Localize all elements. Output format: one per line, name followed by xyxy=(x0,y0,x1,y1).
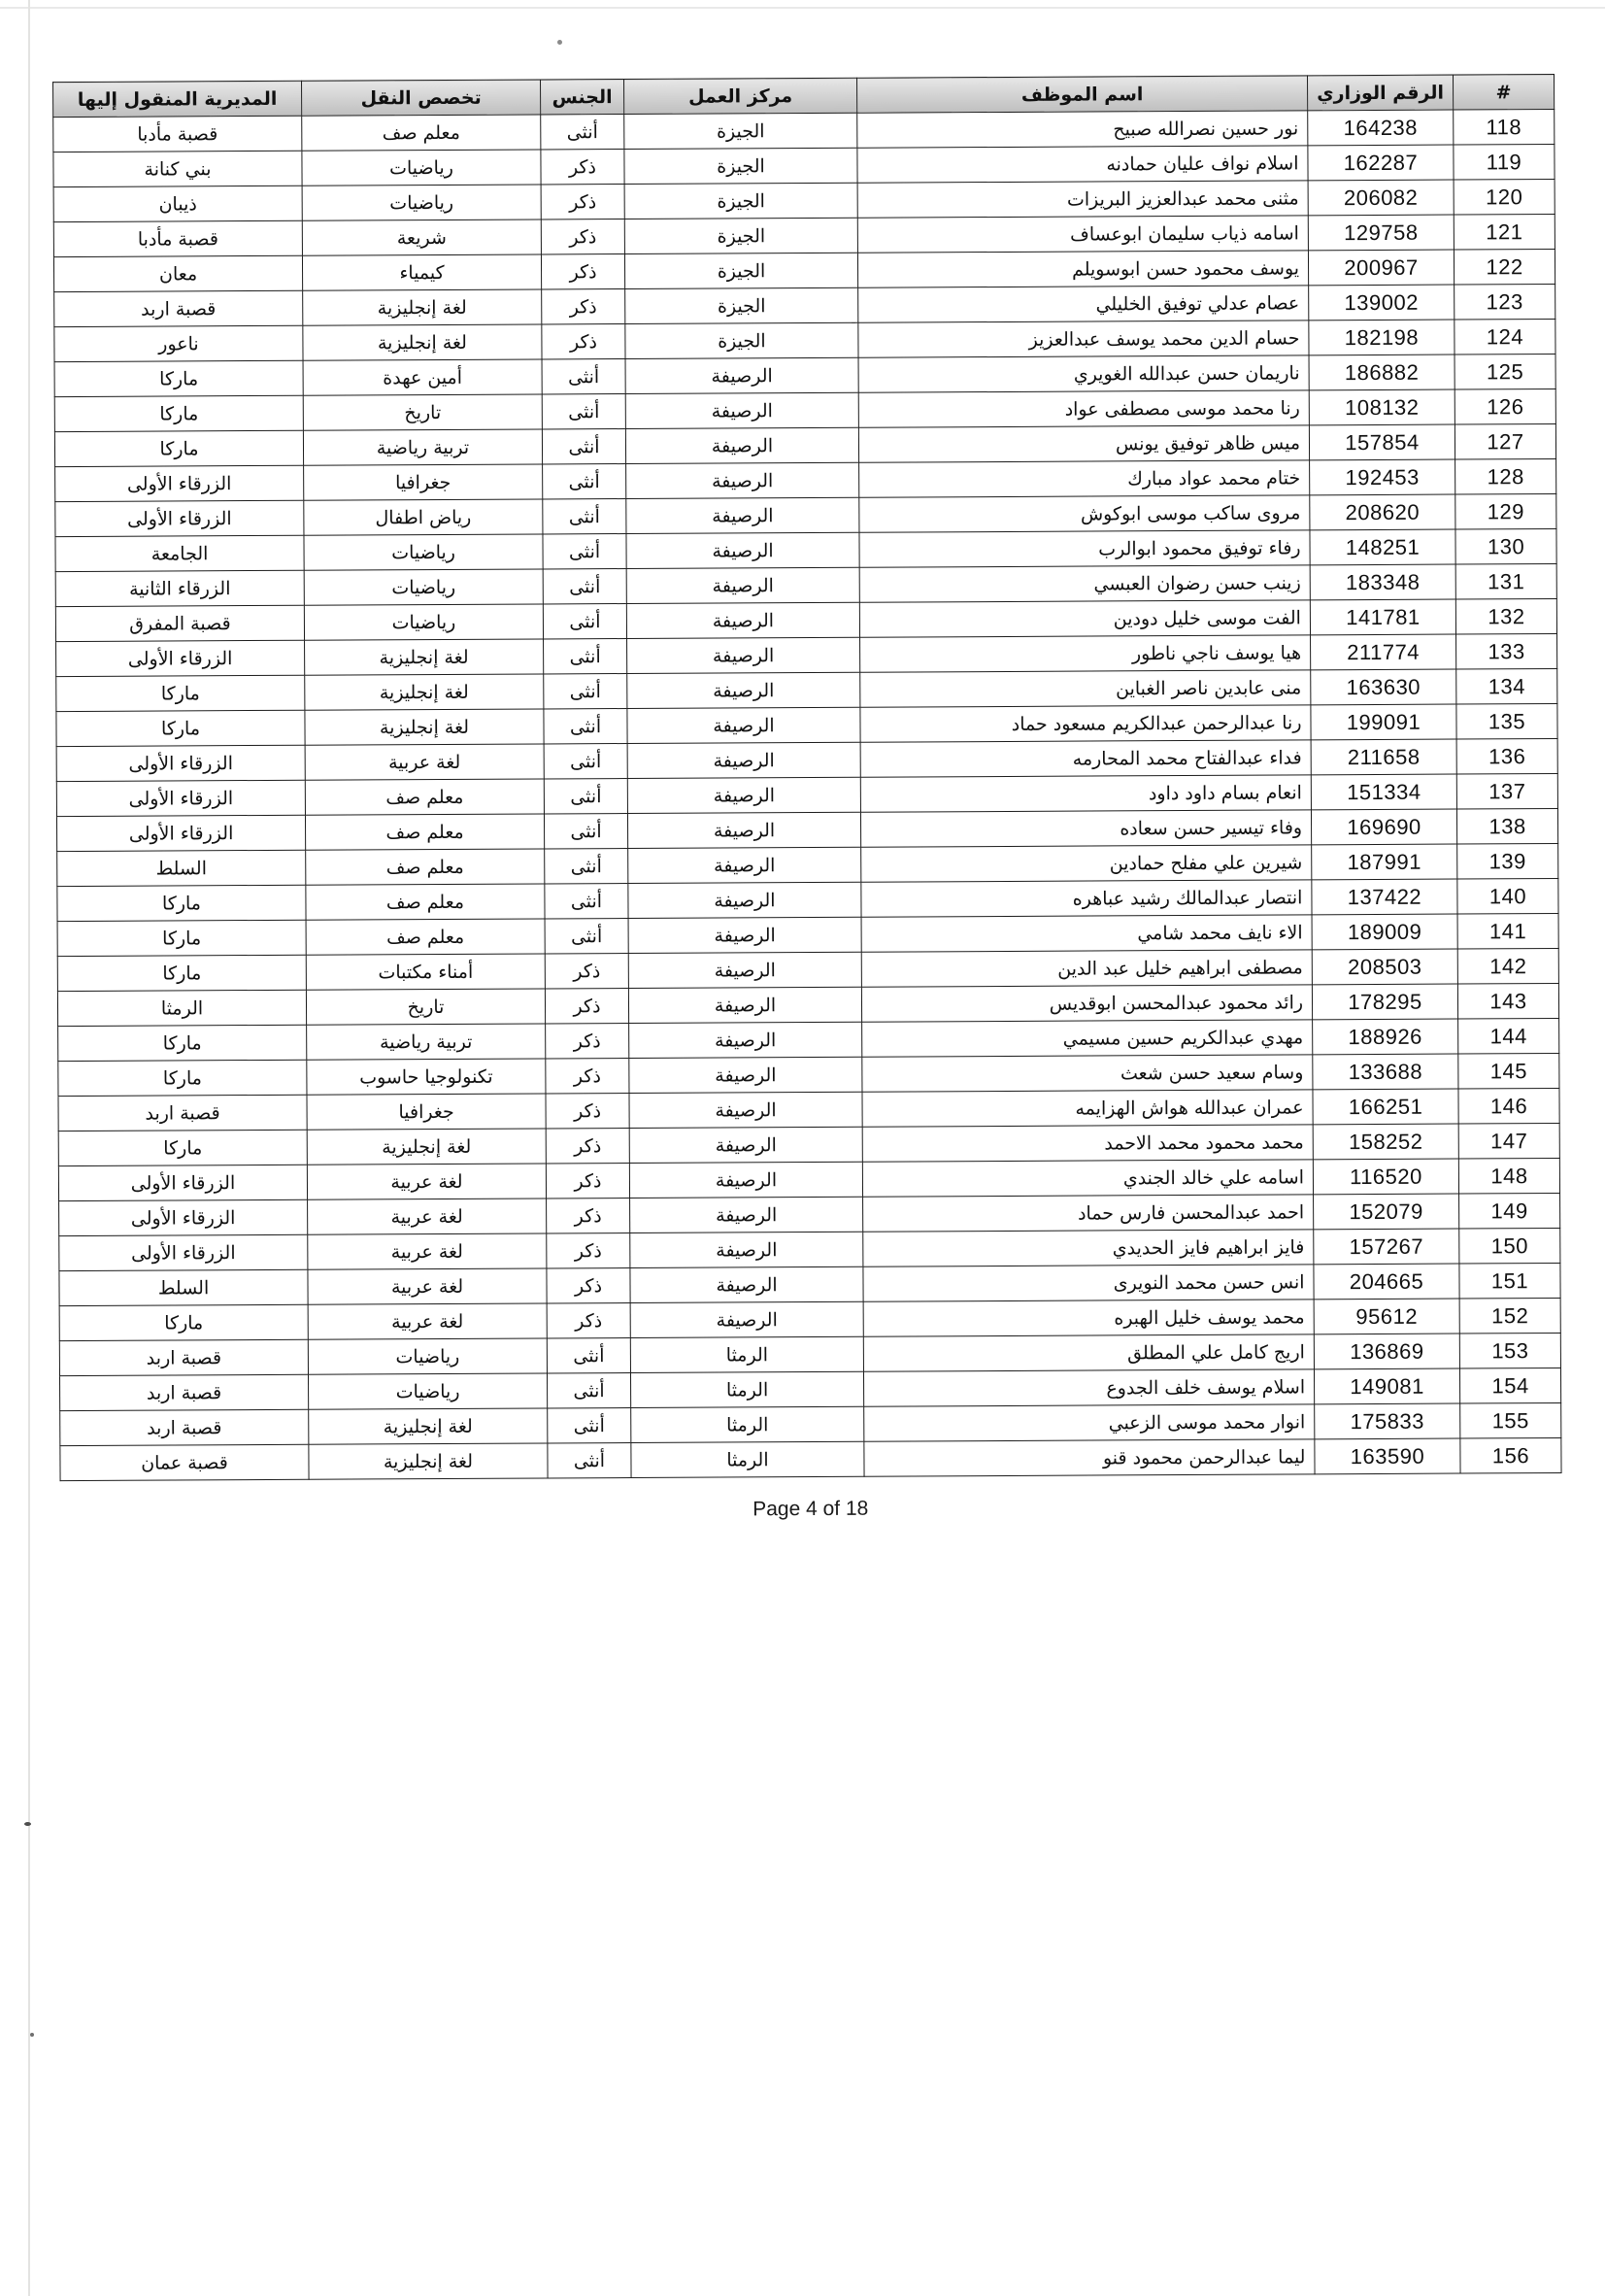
cell-directorate: ماركا xyxy=(58,1060,307,1096)
cell-directorate: قصبة مأدبا xyxy=(53,116,302,152)
cell-number: 126 xyxy=(1455,388,1555,424)
cell-gender: أنثى xyxy=(548,1442,631,1477)
cell-specialty: رياضيات xyxy=(308,1373,547,1409)
cell-specialty: أمناء مكتبات xyxy=(306,954,545,990)
cell-specialty: لغة إنجليزية xyxy=(307,1129,546,1165)
cell-directorate: ماركا xyxy=(58,1025,307,1061)
cell-gender: أنثى xyxy=(543,499,626,534)
cell-employee-name: انس حسن محمد النويرى xyxy=(863,1265,1314,1301)
cell-directorate: ماركا xyxy=(57,885,306,921)
cell-number: 141 xyxy=(1457,913,1558,949)
cell-number: 150 xyxy=(1459,1228,1560,1264)
cell-gender: أنثى xyxy=(547,1338,630,1373)
cell-number: 143 xyxy=(1457,983,1558,1019)
cell-work-center: الرصيفة xyxy=(627,742,860,778)
cell-gender: أنثى xyxy=(544,709,627,744)
cell-gender: أنثى xyxy=(545,849,628,884)
cell-specialty: جغرافيا xyxy=(304,464,543,500)
cell-number: 138 xyxy=(1456,808,1557,844)
cell-number: 154 xyxy=(1459,1367,1560,1403)
cell-ministry-id: 137422 xyxy=(1312,879,1457,915)
cell-number: 136 xyxy=(1456,738,1557,774)
cell-ministry-id: 189009 xyxy=(1312,914,1457,950)
cell-work-center: الرصيفة xyxy=(627,637,860,673)
cell-employee-name: نور حسين نصرالله صبيح xyxy=(857,111,1308,148)
cell-work-center: الرمثا xyxy=(631,1406,864,1442)
cell-ministry-id: 157267 xyxy=(1314,1229,1459,1265)
cell-directorate: قصبة اربد xyxy=(59,1374,308,1410)
cell-specialty: معلم صف xyxy=(305,779,544,815)
cell-gender: ذكر xyxy=(546,1024,629,1059)
cell-work-center: الرصيفة xyxy=(627,707,860,743)
cell-employee-name: زينب حسن رضوان العبسي xyxy=(859,565,1310,602)
cell-employee-name: انعام بسام داود داود xyxy=(860,775,1311,812)
cell-gender: ذكر xyxy=(542,324,625,359)
document-content xyxy=(52,74,1562,1525)
cell-gender: أنثى xyxy=(542,359,625,394)
cell-directorate: ماركا xyxy=(56,675,305,711)
cell-work-center: الرمثا xyxy=(630,1336,863,1372)
cell-number: 152 xyxy=(1459,1298,1560,1334)
cell-specialty: معلم صف xyxy=(305,814,544,850)
cell-number: 147 xyxy=(1458,1123,1559,1159)
cell-specialty: رياضيات xyxy=(304,534,543,570)
cell-employee-name: انوار محمد موسى الزعبي xyxy=(864,1404,1315,1441)
cell-ministry-id: 208620 xyxy=(1310,494,1455,530)
cell-ministry-id: 163630 xyxy=(1311,669,1456,705)
cell-number: 132 xyxy=(1455,598,1556,634)
cell-number: 135 xyxy=(1456,703,1557,739)
cell-gender: أنثى xyxy=(543,569,626,604)
cell-employee-name: شيرين علي مفلح حمادين xyxy=(861,845,1312,882)
cell-specialty: لغة عربية xyxy=(308,1199,547,1234)
cell-work-center: الرصيفة xyxy=(627,777,860,813)
cell-gender: أنثى xyxy=(545,884,628,919)
cell-number: 142 xyxy=(1457,948,1558,984)
cell-work-center: الرصيفة xyxy=(629,1162,862,1198)
cell-specialty: تاريخ xyxy=(306,989,545,1025)
cell-gender: أنثى xyxy=(543,464,626,499)
cell-employee-name: رنا محمد موسى مصطفى عواد xyxy=(858,390,1309,427)
cell-number: 125 xyxy=(1455,354,1555,389)
cell-ministry-id: 211658 xyxy=(1311,739,1456,775)
cell-specialty: رياضيات xyxy=(308,1338,547,1374)
cell-employee-name: احمد عبدالمحسن فارس حماد xyxy=(863,1195,1314,1232)
cell-number: 121 xyxy=(1454,215,1555,251)
cell-gender: ذكر xyxy=(541,219,624,254)
cell-ministry-id: 152079 xyxy=(1314,1194,1459,1230)
cell-ministry-id: 129758 xyxy=(1308,215,1454,251)
cell-gender: ذكر xyxy=(545,954,628,989)
cell-employee-name: اريج كامل علي المطلق xyxy=(863,1334,1314,1371)
table-body xyxy=(53,110,1561,1481)
cell-ministry-id: 163590 xyxy=(1315,1438,1460,1474)
cell-employee-name: ناريمان حسن عبدالله الغويري xyxy=(858,355,1309,392)
cell-directorate: الزرقاء الأولى xyxy=(59,1199,308,1235)
header-transfer-specialty: تخصص النقل xyxy=(302,80,541,116)
cell-employee-name: عمران عبدالله هواش الهزايمه xyxy=(862,1090,1313,1127)
cell-specialty: رياضيات xyxy=(302,185,541,220)
cell-work-center: الرصيفة xyxy=(629,1057,862,1093)
cell-work-center: الجيزة xyxy=(624,113,857,149)
cell-work-center: الرصيفة xyxy=(628,987,861,1023)
cell-work-center: الرصيفة xyxy=(626,567,859,603)
cell-work-center: الرمثا xyxy=(631,1441,864,1477)
cell-specialty: لغة عربية xyxy=(308,1303,547,1339)
cell-employee-name: محمد محمود محمد الاحمد xyxy=(862,1125,1313,1162)
cell-directorate: ماركا xyxy=(54,360,303,396)
cell-employee-name: محمد يوسف خليل الهبره xyxy=(863,1300,1314,1336)
cell-directorate: الزرقاء الثانية xyxy=(55,570,304,606)
cell-ministry-id: 178295 xyxy=(1312,984,1457,1020)
cell-specialty: جغرافيا xyxy=(307,1094,546,1130)
cell-gender: أنثى xyxy=(543,604,626,639)
cell-directorate: قصبة اربد xyxy=(58,1095,307,1131)
cell-gender: ذكر xyxy=(546,1164,629,1199)
cell-directorate: ماركا xyxy=(59,1304,308,1340)
cell-directorate: الرمثا xyxy=(57,990,306,1026)
cell-employee-name: فداء عبدالفتاح محمد المحارمه xyxy=(860,740,1311,777)
cell-specialty: كيمياء xyxy=(302,254,541,290)
cell-work-center: الرصيفة xyxy=(630,1301,863,1337)
cell-work-center: الرصيفة xyxy=(630,1197,863,1232)
cell-employee-name: ميس ظاهر توفيق يونس xyxy=(858,425,1309,462)
cell-gender: أنثى xyxy=(544,639,627,674)
cell-directorate: ماركا xyxy=(56,710,305,746)
cell-employee-name: اسلام نواف عليان حمادنه xyxy=(857,146,1308,183)
cell-number: 127 xyxy=(1455,423,1555,459)
cell-specialty: لغة إنجليزية xyxy=(303,289,542,325)
cell-gender: أنثى xyxy=(544,779,627,814)
cell-gender: ذكر xyxy=(541,254,624,289)
cell-ministry-id: 133688 xyxy=(1313,1054,1458,1090)
cell-ministry-id: 169690 xyxy=(1311,809,1456,845)
cell-specialty: لغة إنجليزية xyxy=(305,639,544,675)
cell-work-center: الرصيفة xyxy=(629,1092,862,1128)
scan-speck xyxy=(30,2033,34,2037)
cell-work-center: الرصيفة xyxy=(626,497,859,533)
cell-ministry-id: 182198 xyxy=(1309,320,1455,355)
cell-ministry-id: 188926 xyxy=(1313,1019,1458,1055)
cell-number: 120 xyxy=(1454,180,1555,216)
cell-specialty: لغة إنجليزية xyxy=(303,324,542,360)
cell-number: 134 xyxy=(1456,668,1557,704)
cell-directorate: الجامعة xyxy=(55,535,304,571)
cell-directorate: الزرقاء الأولى xyxy=(58,1165,307,1200)
cell-gender: أنثى xyxy=(542,429,625,464)
header-number: # xyxy=(1454,75,1555,111)
cell-ministry-id: 158252 xyxy=(1313,1124,1458,1160)
cell-gender: ذكر xyxy=(547,1303,630,1338)
cell-work-center: الرصيفة xyxy=(626,602,859,638)
cell-gender: أنثى xyxy=(544,744,627,779)
cell-number: 146 xyxy=(1458,1088,1559,1124)
cell-specialty: معلم صف xyxy=(306,919,545,955)
cell-employee-name: مصطفى ابراهيم خليل عبد الدين xyxy=(861,950,1312,987)
cell-employee-name: رائد محمود عبدالمحسن ابوقديس xyxy=(861,985,1312,1022)
cell-gender: أنثى xyxy=(545,919,628,954)
cell-work-center: الجيزة xyxy=(624,183,857,219)
cell-work-center: الجيزة xyxy=(624,148,857,184)
scan-speck xyxy=(557,40,562,45)
cell-number: 145 xyxy=(1458,1053,1559,1089)
cell-ministry-id: 199091 xyxy=(1311,704,1456,740)
cell-employee-name: فايز ابراهيم فايز الحديدي xyxy=(863,1230,1314,1266)
cell-directorate: ماركا xyxy=(57,955,306,991)
cell-employee-name: الاء نايف محمد شامي xyxy=(861,915,1312,952)
cell-gender: ذكر xyxy=(541,150,624,185)
cell-ministry-id: 206082 xyxy=(1308,180,1454,216)
cell-directorate: معان xyxy=(53,255,302,291)
cell-number: 144 xyxy=(1458,1018,1559,1054)
cell-gender: أنثى xyxy=(542,394,625,429)
cell-specialty: رياضيات xyxy=(302,150,541,186)
header-gender: الجنس xyxy=(541,80,624,115)
cell-specialty: رياض اطفال xyxy=(304,499,543,535)
cell-specialty: معلم صف xyxy=(306,884,545,920)
cell-directorate: السلط xyxy=(57,850,306,886)
cell-work-center: الرصيفة xyxy=(627,672,860,708)
cell-employee-name: مثنى محمد عبدالعزيز البريزات xyxy=(857,181,1308,218)
cell-directorate: الزرقاء الأولى xyxy=(59,1234,308,1270)
cell-specialty: لغة عربية xyxy=(308,1233,547,1269)
cell-directorate: الزرقاء الأولى xyxy=(56,745,305,781)
cell-directorate: قصبة اربد xyxy=(60,1409,309,1445)
cell-gender: أنثى xyxy=(548,1407,631,1442)
cell-work-center: الرصيفة xyxy=(626,532,859,568)
cell-employee-name: انتصار عبدالمالك رشيد عباهره xyxy=(861,880,1312,917)
cell-employee-name: يوسف محمود حسن ابوسويلم xyxy=(857,251,1308,287)
cell-gender: أنثى xyxy=(543,534,626,569)
cell-work-center: الجيزة xyxy=(624,218,857,253)
scan-edge-artifact-left xyxy=(28,0,30,2296)
cell-number: 128 xyxy=(1455,458,1556,494)
cell-specialty: شريعة xyxy=(302,219,541,255)
cell-ministry-id: 211774 xyxy=(1311,634,1456,670)
cell-number: 122 xyxy=(1454,250,1555,286)
cell-work-center: الرصيفة xyxy=(628,917,861,953)
cell-ministry-id: 208503 xyxy=(1312,949,1457,985)
page-footer: Page 4 of 18 xyxy=(752,1497,869,1521)
cell-work-center: الرصيفة xyxy=(625,357,858,393)
cell-employee-name: الفت موسى خليل دودين xyxy=(859,600,1310,637)
cell-directorate: ماركا xyxy=(57,920,306,956)
cell-number: 149 xyxy=(1459,1193,1560,1229)
cell-directorate: قصبة المفرق xyxy=(55,605,304,641)
cell-directorate: ماركا xyxy=(54,430,303,466)
cell-gender: أنثى xyxy=(547,1373,630,1408)
cell-specialty: رياضيات xyxy=(304,569,543,605)
cell-work-center: الرصيفة xyxy=(630,1232,863,1267)
cell-employee-name: وسام سعيد حسن شعث xyxy=(862,1055,1313,1092)
cell-number: 151 xyxy=(1459,1263,1560,1299)
cell-specialty: لغة عربية xyxy=(305,744,544,780)
cell-number: 153 xyxy=(1459,1333,1560,1368)
cell-ministry-id: 151334 xyxy=(1311,774,1456,810)
header-target-directorate: المديرية المنقول إليها xyxy=(53,81,302,117)
cell-work-center: الرصيفة xyxy=(628,952,861,988)
cell-number: 139 xyxy=(1457,843,1558,879)
cell-ministry-id: 95612 xyxy=(1314,1299,1459,1334)
cell-gender: ذكر xyxy=(546,1129,629,1164)
cell-ministry-id: 164238 xyxy=(1308,110,1454,146)
cell-number: 119 xyxy=(1454,145,1555,181)
cell-ministry-id: 183348 xyxy=(1310,564,1455,600)
cell-specialty: لغة إنجليزية xyxy=(305,674,544,710)
cell-specialty: أمين عهدة xyxy=(303,359,542,395)
cell-directorate: قصبة اربد xyxy=(54,290,303,326)
cell-directorate: قصبة مأدبا xyxy=(53,220,302,256)
cell-ministry-id: 108132 xyxy=(1309,389,1455,425)
cell-employee-name: اسامه ذياب سليمان ابوعساف xyxy=(857,216,1308,253)
cell-gender: أنثى xyxy=(544,674,627,709)
cell-ministry-id: 200967 xyxy=(1308,250,1454,286)
transfer-table xyxy=(52,74,1562,1481)
cell-number: 118 xyxy=(1454,110,1555,146)
cell-ministry-id: 139002 xyxy=(1309,285,1455,321)
cell-work-center: الرصيفة xyxy=(625,392,858,428)
cell-ministry-id: 157854 xyxy=(1309,424,1455,460)
cell-gender: ذكر xyxy=(547,1233,630,1268)
cell-specialty: لغة إنجليزية xyxy=(305,709,544,745)
cell-gender: أنثى xyxy=(544,814,627,849)
cell-specialty: لغة عربية xyxy=(307,1164,546,1199)
cell-employee-name: ختام محمد عواد مبارك xyxy=(859,460,1310,497)
cell-number: 148 xyxy=(1458,1158,1559,1194)
cell-work-center: الجيزة xyxy=(625,287,858,323)
cell-gender: ذكر xyxy=(547,1199,630,1233)
cell-specialty: تاريخ xyxy=(303,394,542,430)
cell-number: 137 xyxy=(1456,773,1557,809)
cell-ministry-id: 204665 xyxy=(1314,1264,1459,1300)
cell-work-center: الجيزة xyxy=(625,322,858,358)
cell-ministry-id: 166251 xyxy=(1313,1089,1458,1125)
cell-ministry-id: 192453 xyxy=(1310,459,1455,495)
cell-ministry-id: 186882 xyxy=(1309,355,1455,390)
cell-employee-name: مهدي عبدالكريم حسين مسيمي xyxy=(862,1020,1313,1057)
cell-specialty: لغة إنجليزية xyxy=(309,1443,548,1479)
cell-ministry-id: 187991 xyxy=(1312,844,1457,880)
cell-gender: ذكر xyxy=(547,1268,630,1303)
cell-directorate: ذيبان xyxy=(53,186,302,221)
cell-gender: ذكر xyxy=(546,1059,629,1094)
cell-ministry-id: 162287 xyxy=(1308,145,1454,181)
cell-number: 155 xyxy=(1460,1402,1561,1438)
cell-directorate: قصبة عمان xyxy=(60,1444,309,1480)
cell-gender: ذكر xyxy=(541,185,624,219)
cell-specialty: تربية رياضية xyxy=(303,429,542,465)
cell-employee-name: حسام الدين محمد يوسف عبدالعزيز xyxy=(858,321,1309,357)
cell-work-center: الرصيفة xyxy=(627,812,860,848)
cell-number: 133 xyxy=(1456,633,1557,669)
cell-number: 140 xyxy=(1457,878,1558,914)
cell-work-center: الرصيفة xyxy=(628,847,861,883)
cell-ministry-id: 148251 xyxy=(1310,529,1455,565)
cell-gender: ذكر xyxy=(545,989,628,1024)
cell-directorate: بني كنانة xyxy=(53,151,302,186)
cell-number: 124 xyxy=(1455,319,1555,355)
header-work-center: مركز العمل xyxy=(624,78,857,114)
cell-specialty: لغة إنجليزية xyxy=(309,1408,548,1444)
cell-work-center: الرمثا xyxy=(630,1371,863,1407)
cell-number: 123 xyxy=(1455,284,1555,320)
cell-specialty: تربية رياضية xyxy=(307,1024,546,1060)
table-row xyxy=(60,1437,1561,1480)
cell-specialty: معلم صف xyxy=(306,849,545,885)
cell-specialty: لغة عربية xyxy=(308,1268,547,1304)
cell-ministry-id: 136869 xyxy=(1314,1334,1459,1369)
cell-directorate: قصبة اربد xyxy=(59,1339,308,1375)
cell-specialty: رياضيات xyxy=(304,604,543,640)
scan-speck xyxy=(24,1822,31,1826)
cell-employee-name: اسامه علي خالد الجندي xyxy=(862,1160,1313,1197)
cell-directorate: الزرقاء الأولى xyxy=(56,640,305,676)
header-employee-name: اسم الموظف xyxy=(857,76,1308,113)
cell-employee-name: ليما عبدالرحمن محمود قنو xyxy=(864,1439,1315,1476)
cell-number: 131 xyxy=(1455,563,1556,599)
cell-employee-name: عصام عدلي توفيق الخليلي xyxy=(858,286,1309,322)
cell-work-center: الرصيفة xyxy=(625,427,858,463)
cell-directorate: الزرقاء الأولى xyxy=(56,780,305,816)
cell-work-center: الرصيفة xyxy=(628,882,861,918)
cell-directorate: ماركا xyxy=(58,1130,307,1165)
cell-number: 156 xyxy=(1460,1437,1561,1473)
cell-specialty: تكنولوجيا حاسوب xyxy=(307,1059,546,1095)
cell-work-center: الرصيفة xyxy=(629,1127,862,1163)
cell-gender: ذكر xyxy=(542,289,625,324)
cell-work-center: الرصيفة xyxy=(629,1022,862,1058)
cell-directorate: ناعور xyxy=(54,325,303,361)
cell-employee-name: مروى ساكب موسى ابوكوش xyxy=(859,495,1310,532)
cell-directorate: الزرقاء الأولى xyxy=(55,500,304,536)
cell-ministry-id: 149081 xyxy=(1314,1368,1459,1404)
cell-ministry-id: 175833 xyxy=(1315,1403,1460,1439)
cell-work-center: الجيزة xyxy=(624,253,857,288)
cell-employee-name: رنا عبدالرحمن عبدالكريم مسعود حماد xyxy=(860,705,1311,742)
cell-employee-name: منى عابدين ناصر الغباين xyxy=(860,670,1311,707)
cell-directorate: الزرقاء الأولى xyxy=(55,465,304,501)
cell-employee-name: رفاء توفيق محمود ابوالرب xyxy=(859,530,1310,567)
cell-gender: أنثى xyxy=(541,115,624,150)
scan-edge-artifact-top xyxy=(0,7,1605,9)
cell-work-center: الرصيفة xyxy=(626,462,859,498)
cell-gender: ذكر xyxy=(546,1094,629,1129)
cell-specialty: معلم صف xyxy=(302,115,541,151)
header-ministry-id: الرقم الوزاري xyxy=(1308,75,1454,111)
cell-directorate: السلط xyxy=(59,1269,308,1305)
cell-ministry-id: 116520 xyxy=(1313,1159,1458,1195)
cell-employee-name: هيا يوسف ناجي ناطور xyxy=(860,635,1311,672)
cell-ministry-id: 141781 xyxy=(1310,599,1455,635)
cell-directorate: ماركا xyxy=(54,395,303,431)
cell-number: 129 xyxy=(1455,493,1556,529)
cell-employee-name: وفاء تيسير حسن سعاده xyxy=(860,810,1311,847)
cell-directorate: الزرقاء الأولى xyxy=(56,815,305,851)
cell-work-center: الرصيفة xyxy=(630,1266,863,1302)
cell-employee-name: اسلام يوسف خلف الجدوع xyxy=(863,1369,1314,1406)
cell-number: 130 xyxy=(1455,528,1556,564)
